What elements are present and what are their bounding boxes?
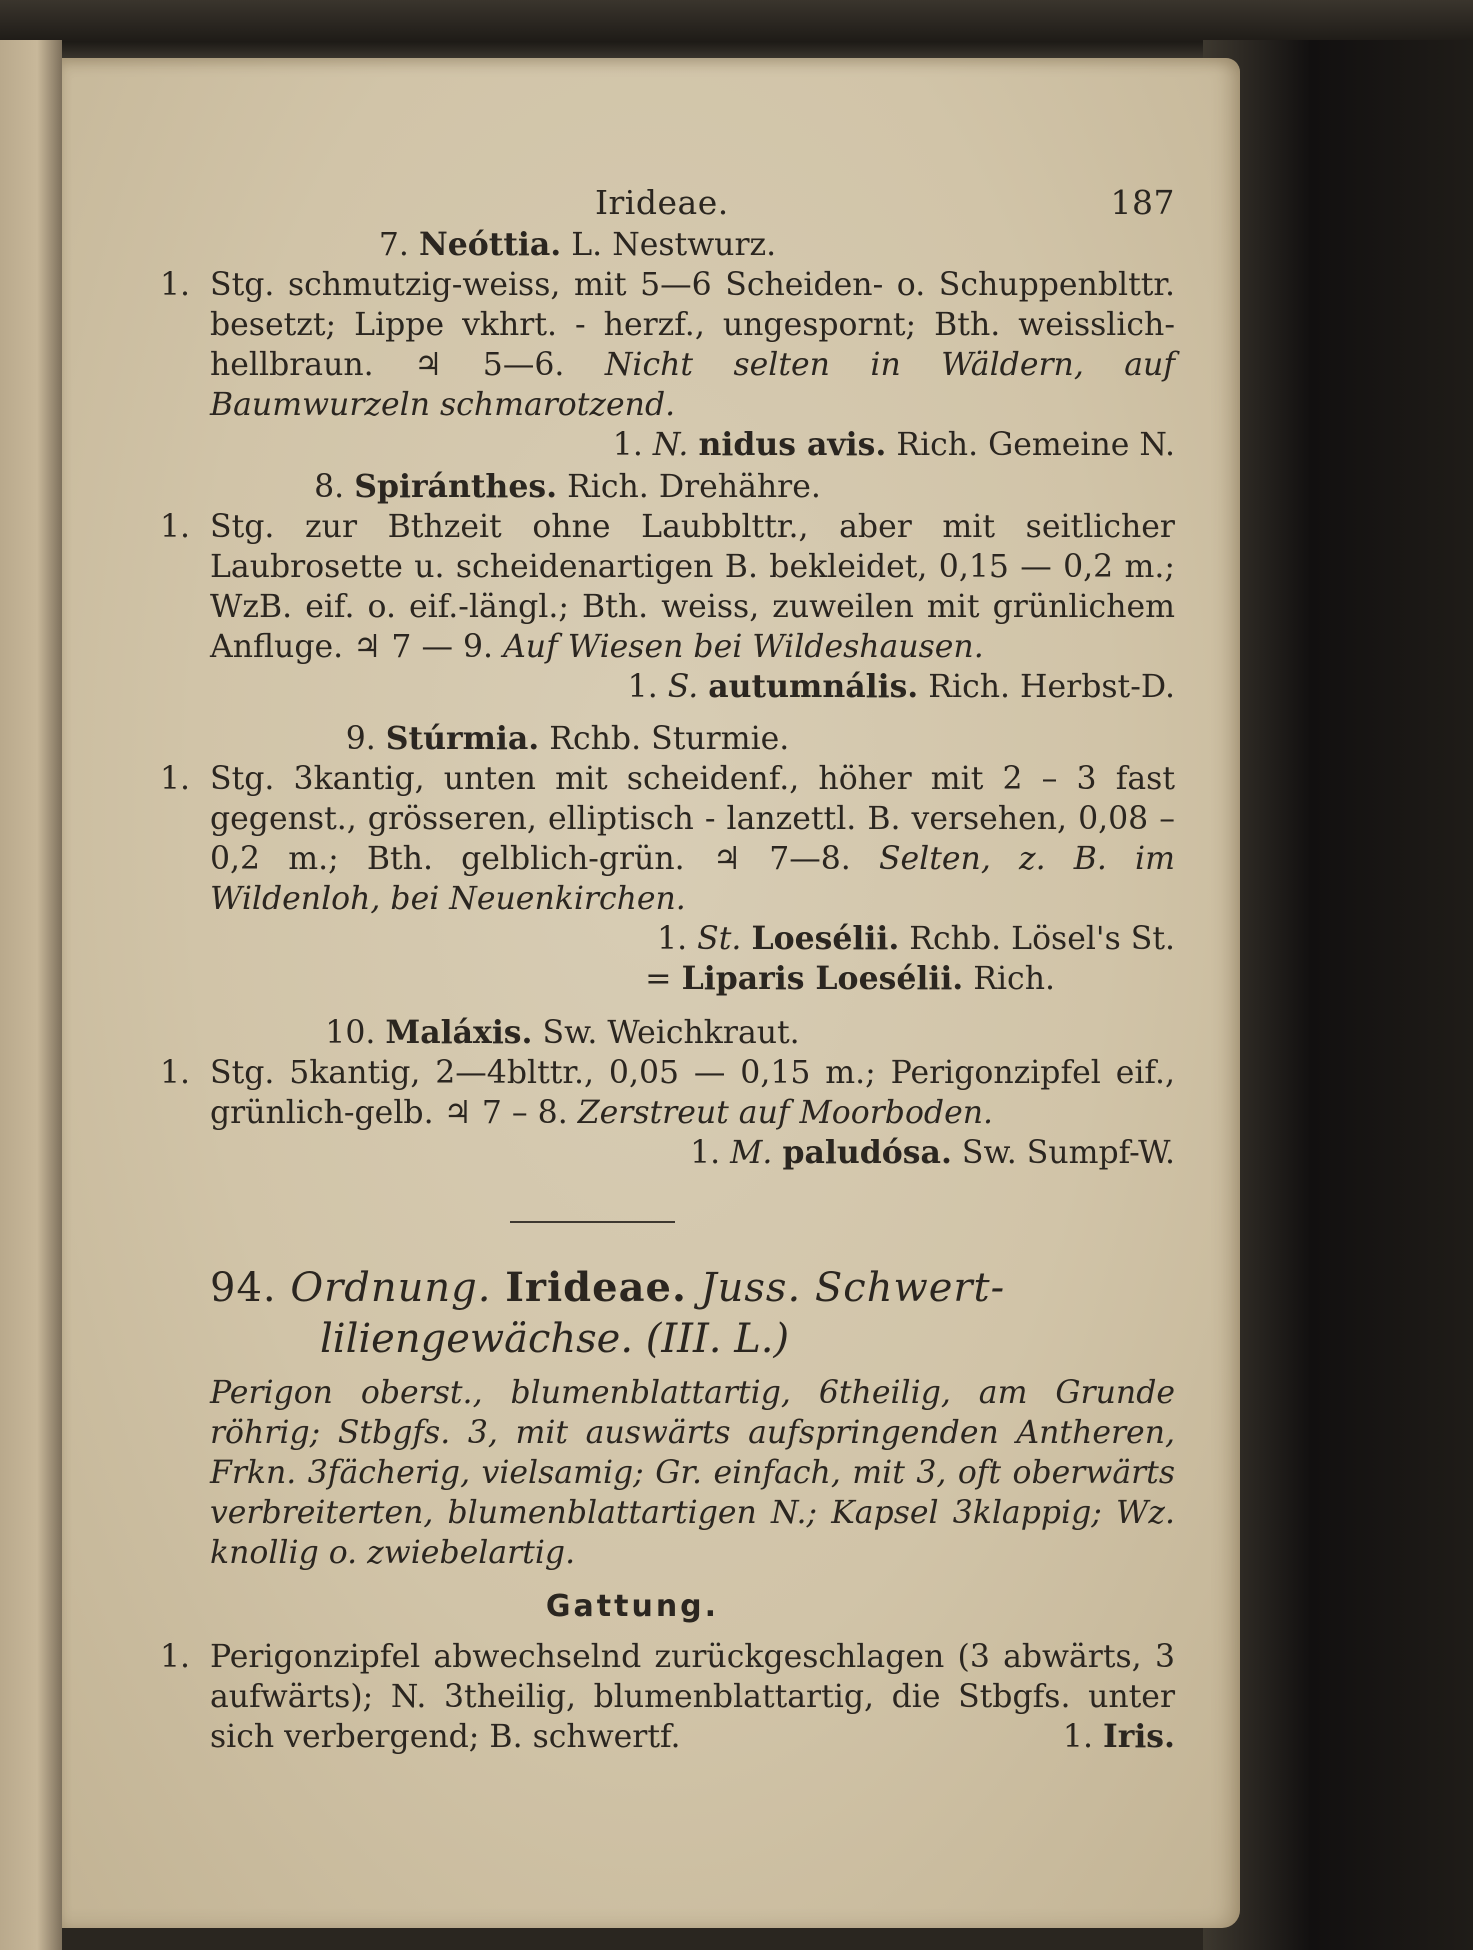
order-heading-continued: liliengewächse. (III. L.)	[320, 1316, 790, 1362]
gattung-heading: Gattung.	[545, 1589, 720, 1624]
key-number: 1.	[160, 1639, 191, 1675]
species-line: 1. M. paludósa. Sw. Sumpf-W.	[690, 1134, 1175, 1171]
species-name: paludósa.	[782, 1134, 952, 1171]
genus-heading: 10. Maláxis. Sw. Weichkraut.	[325, 1014, 800, 1051]
key-text: Stg. 3kantig, unten mit scheidenf., höher mit 2 – 3 fast gegenst., grösseren, elliptisch - lanzettl. B. versehen, 0,08 – 0,2 m.; Bth. gelblich-grün. ♃ 7—8.	[210, 761, 1175, 877]
habitat-text: Nicht selten in Wäldern, auf Baumwurzeln schmarotzend.	[210, 347, 1175, 423]
left-page-edge	[0, 40, 62, 1950]
genus-name: Neóttia.	[418, 226, 562, 263]
key-entry	[160, 507, 1175, 667]
species-line: 1. N. nidus avis. Rich. Gemeine N.	[612, 426, 1175, 463]
genus-heading: 9. Stúrmia. Rchb. Sturmie.	[345, 720, 790, 757]
genus-reference: 1. Iris.	[1062, 1718, 1175, 1755]
key-number: 1.	[160, 761, 191, 797]
habitat-text: Selten, z. B. im Wildenloh, bei Neuenkirchen.	[210, 841, 1175, 917]
key-number: 1.	[160, 1055, 191, 1091]
genus-heading: 8. Spiránthes. Rich. Drehähre.	[314, 468, 821, 505]
book-page	[62, 58, 1240, 1928]
page-number: 187	[1110, 183, 1175, 222]
key-text: Stg. zur Bthzeit ohne Laubblttr., aber mit seitlicher Laubrosette u. scheidenartigen B. bekleidet, 0,15 — 0,2 m.; WzB. eif. o. eif.-längl.; Bth. weiss, zuweilen mit grünlichem Anfluge. ♃ 7 — 9.	[210, 509, 1175, 665]
key-text: Stg. 5kantig, 2—4blttr., 0,05 — 0,15 m.; Perigonzipfel eif., grünlich-gelb. ♃ 7 – 8.	[210, 1055, 1175, 1131]
habitat-text: Auf Wiesen bei Wildeshausen.	[503, 629, 984, 665]
key-number: 1.	[160, 267, 191, 303]
order-description: Perigon oberst., blumenblattartig, 6theilig, am Grunde röhrig; Stbgfs. 3, mit auswärts aufspringenden Antheren, Frkn. 3fächerig, vielsamig; Gr. einfach, mit 3, oft oberwärts verbreiterten, blumenblattartigen N.; Kapsel 3klappig; Wz. knollig o. zwiebelartig.	[210, 1375, 1175, 1571]
order-name: Irideae.	[505, 1264, 687, 1311]
synonym-name: Liparis Loesélii.	[681, 960, 964, 997]
key-text: Perigonzipfel abwechselnd zurückgeschlagen (3 abwärts, 3 aufwärts); N. 3theilig, blumenblattartig, die Stbgfs. unter sich verbergend; B. schwertf.	[210, 1639, 1175, 1755]
species-name: nidus avis.	[698, 426, 887, 463]
key-entry	[160, 1053, 1175, 1133]
habitat-text: Zerstreut auf Moorboden.	[577, 1095, 994, 1131]
book-binding-right	[1203, 40, 1473, 1950]
species-line: 1. S. autumnális. Rich. Herbst-D.	[627, 668, 1175, 705]
page-text	[160, 183, 1175, 1757]
key-number: 1.	[160, 509, 191, 545]
key-entry	[160, 759, 1175, 919]
running-header	[595, 183, 1175, 223]
order-heading: 94. Ordnung. Irideae. Juss. Schwert-	[210, 1264, 1006, 1311]
species-name: autumnális.	[708, 668, 919, 705]
species-name: Loesélii.	[751, 920, 900, 957]
key-entry	[160, 265, 1175, 425]
key-entry	[160, 1637, 1175, 1757]
genus-name: Maláxis.	[385, 1014, 533, 1051]
key-text: Stg. schmutzig-weiss, mit 5—6 Scheiden- o. Schuppenblttr. besetzt; Lippe vkhrt. - herzf., ungespornt; Bth. weisslich-hellbraun. ♃ 5—6.	[210, 267, 1175, 383]
genus-name: Spiránthes.	[354, 468, 558, 505]
running-title: Irideae.	[595, 183, 729, 222]
synonym-line: = Liparis Loesélii. Rich.	[645, 960, 1055, 997]
genus-heading: 7. Neóttia. L. Nestwurz.	[378, 226, 777, 263]
section-divider	[510, 1221, 675, 1223]
species-line: 1. St. Loesélii. Rchb. Lösel's St.	[657, 920, 1175, 957]
genus-name: Stúrmia.	[385, 720, 540, 757]
